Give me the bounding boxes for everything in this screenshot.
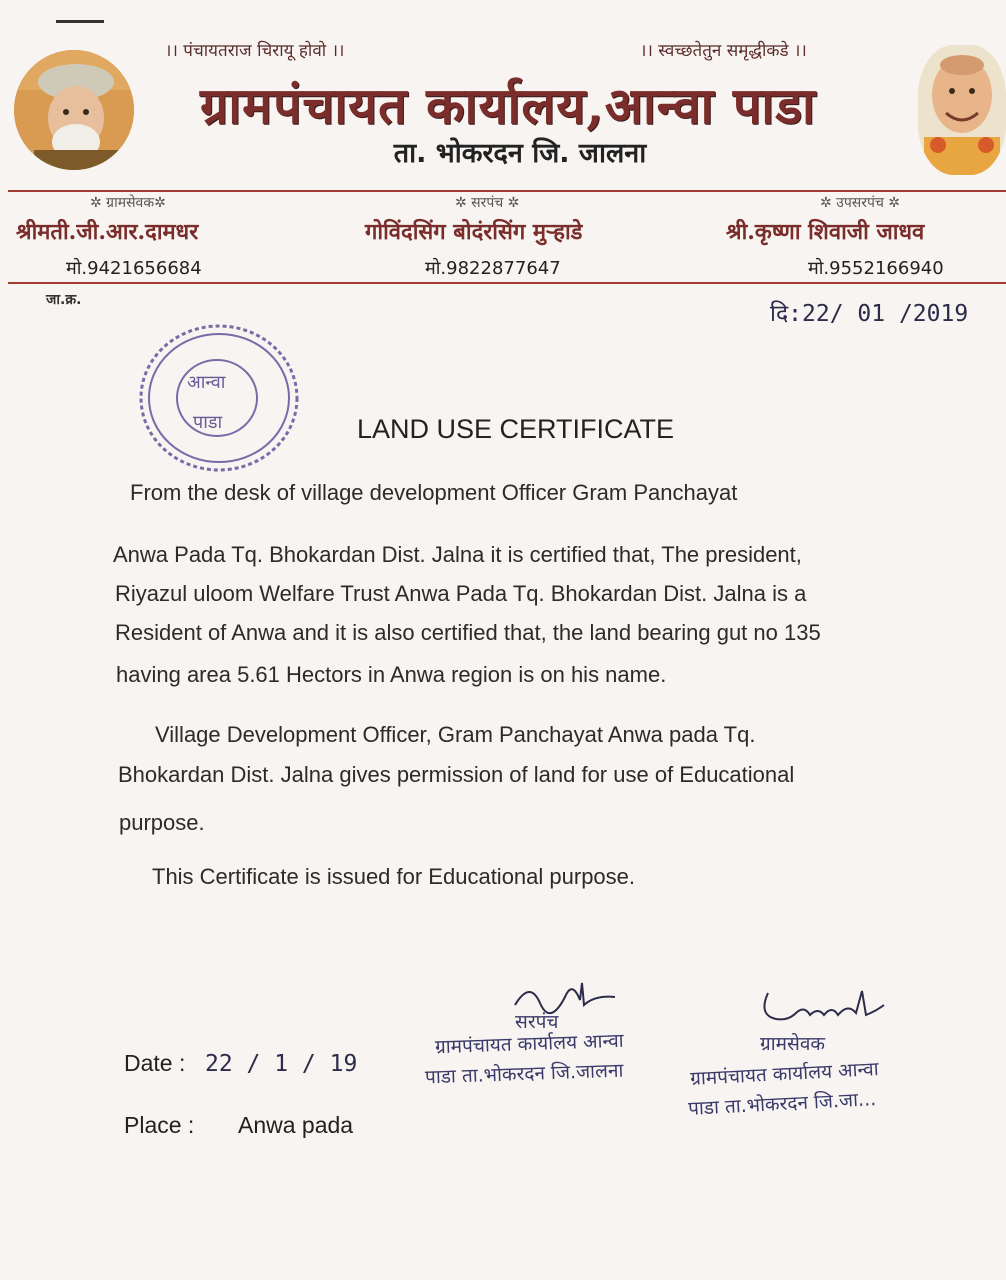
- motto-right: ।। स्वच्छतेतुन समृद्धीकडे ।।: [640, 41, 807, 61]
- body-line-8: purpose.: [119, 810, 205, 835]
- official-name-upsarpanch: श्री.कृष्णा शिवाजी जाधव: [726, 219, 925, 245]
- date-value: 22 / 1 / 19: [205, 1051, 358, 1077]
- official-phone-gramsevak: मो.9421656684: [66, 258, 202, 279]
- official-role-gramsevak: ✲ ग्रामसेवक✲: [90, 195, 166, 211]
- official-name-sarpanch: गोविंदसिंग बोदंरसिंग मुऱ्हाडे: [365, 219, 583, 245]
- body-line-6: Village Development Officer, Gram Panchayat Anwa pada Tq.: [155, 722, 756, 747]
- sarpanch-stamp-line-2: ग्रामपंचायत कार्यालय आन्वा: [434, 1029, 625, 1059]
- body-line-2: Anwa Pada Tq. Bhokardan Dist. Jalna it is certified that, The president,: [113, 542, 802, 567]
- issue-date: दि:22/ 01 /2019: [770, 301, 969, 327]
- motto-left: ।। पंचायतराज चिरायू होवो ।।: [165, 41, 345, 61]
- official-name-gramsevak: श्रीमती.जी.आर.दामधर: [16, 219, 199, 245]
- right-portrait: [918, 45, 1006, 175]
- office-subtitle: ता. भोकरदन जि. जालना: [393, 138, 647, 169]
- certificate-title: LAND USE CERTIFICATE: [357, 414, 675, 444]
- body-line-5: having area 5.61 Hectors in Anwa region is on his name.: [116, 662, 667, 687]
- gramsevak-signature: [758, 985, 888, 1034]
- header-rule-top: [8, 190, 1006, 192]
- place-value: Anwa pada: [238, 1112, 354, 1138]
- official-phone-sarpanch: मो.9822877647: [425, 258, 561, 279]
- top-mark: [56, 20, 104, 23]
- official-phone-upsarpanch: मो.9552166940: [808, 258, 944, 279]
- body-line-7: Bhokardan Dist. Jalna gives permission of land for use of Educational: [118, 762, 795, 787]
- sarpanch-stamp-line-1: सरपंच: [515, 1011, 559, 1033]
- body-line-3: Riyazul uloom Welfare Trust Anwa Pada Tq. Bhokardan Dist. Jalna is a: [115, 581, 807, 606]
- gramsevak-stamp-line-2: ग्रामपंचायत कार्यालय आन्वा: [689, 1058, 880, 1090]
- office-title: ग्रामपंचायत कार्यालय,आन्वा पाडा: [200, 76, 816, 135]
- official-role-upsarpanch: ✲ उपसरपंच ✲: [820, 195, 901, 211]
- left-portrait: [14, 50, 134, 170]
- seal-line-1: आन्वा: [187, 372, 226, 393]
- seal-line-2: पाडा: [193, 412, 223, 433]
- body-line-1: From the desk of village development Officer Gram Panchayat: [130, 480, 738, 505]
- gramsevak-stamp-line-3: पाडा ता.भोकरदन जि.जा...: [687, 1088, 877, 1120]
- round-seal: [137, 322, 301, 474]
- gramsevak-stamp-line-1: ग्रामसेवक: [760, 1033, 825, 1055]
- place-label: Place :: [124, 1112, 195, 1138]
- body-line-9: This Certificate is issued for Educational purpose.: [152, 864, 636, 889]
- header-rule-bottom: [8, 282, 1006, 284]
- sarpanch-stamp-line-3: पाडा ता.भोकरदन जि.जालना: [424, 1059, 624, 1089]
- reference-label: जा.क्र.: [46, 292, 82, 308]
- date-label: Date :: [124, 1050, 186, 1076]
- official-role-sarpanch: ✲ सरपंच ✲: [455, 195, 520, 211]
- body-line-4: Resident of Anwa and it is also certified that, the land bearing gut no 135: [115, 620, 821, 645]
